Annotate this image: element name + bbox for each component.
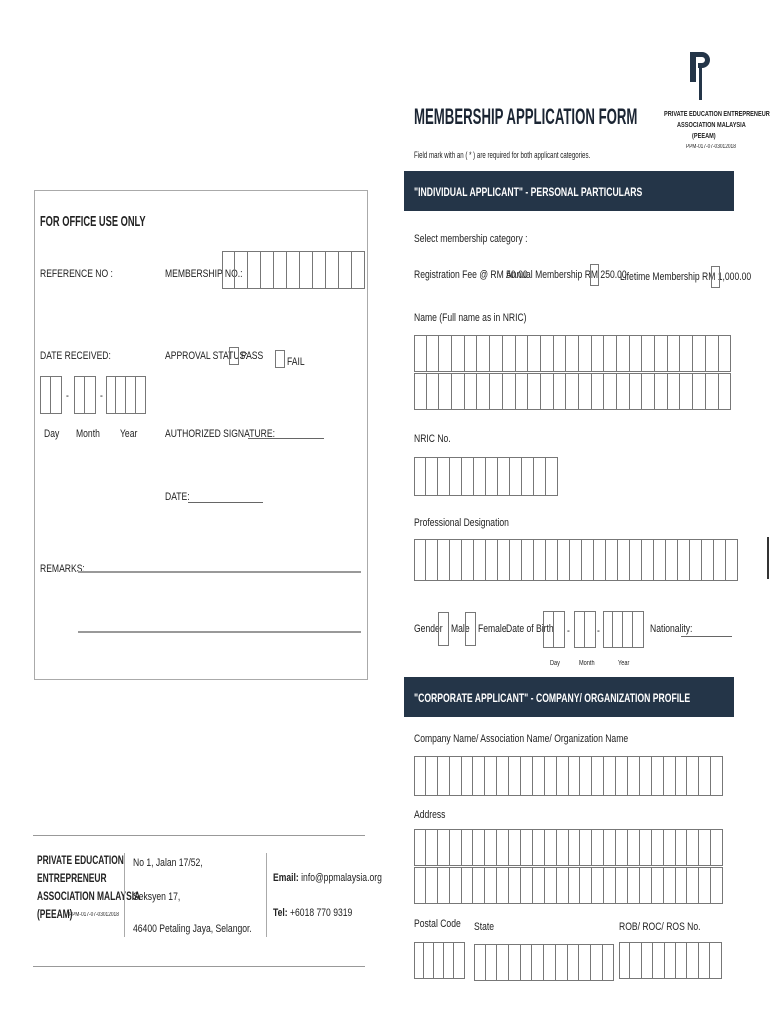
char-box[interactable] bbox=[450, 539, 462, 581]
char-box[interactable] bbox=[569, 867, 581, 904]
char-box[interactable] bbox=[726, 539, 738, 581]
char-box[interactable] bbox=[687, 829, 699, 866]
char-box[interactable] bbox=[642, 335, 655, 372]
char-box[interactable] bbox=[676, 867, 688, 904]
char-box[interactable] bbox=[546, 539, 558, 581]
char-box[interactable] bbox=[474, 457, 486, 496]
char-box[interactable] bbox=[652, 829, 664, 866]
char-box[interactable] bbox=[462, 539, 474, 581]
char-box[interactable] bbox=[528, 373, 541, 410]
dob-year-field[interactable] bbox=[603, 611, 644, 648]
postal-code-label: Postal Code bbox=[414, 918, 461, 930]
char-box[interactable] bbox=[557, 867, 569, 904]
char-box[interactable] bbox=[426, 867, 438, 904]
char-box[interactable] bbox=[497, 944, 509, 981]
date-label: DATE: bbox=[165, 491, 190, 503]
char-box[interactable] bbox=[592, 335, 605, 372]
char-box[interactable] bbox=[414, 829, 426, 866]
char-box[interactable] bbox=[534, 457, 546, 496]
received-month-label: Month bbox=[76, 428, 100, 440]
char-box[interactable] bbox=[516, 335, 529, 372]
state-label: State bbox=[474, 921, 495, 933]
gender-label: Gender bbox=[414, 623, 443, 635]
char-box[interactable] bbox=[541, 373, 554, 410]
char-box[interactable] bbox=[580, 756, 592, 796]
char-box[interactable] bbox=[438, 756, 450, 796]
char-box[interactable] bbox=[579, 373, 592, 410]
char-box[interactable] bbox=[699, 829, 711, 866]
signature-label: AUTHORIZED SIGNATURE: bbox=[165, 428, 275, 440]
remarks-label: REMARKS: bbox=[40, 563, 85, 575]
char-box[interactable] bbox=[528, 335, 541, 372]
rob-field[interactable] bbox=[619, 942, 722, 979]
female-checkbox[interactable] bbox=[465, 612, 476, 646]
required-note: Field mark with an ( * ) are required for both applicant categories. bbox=[414, 150, 591, 160]
char-box[interactable] bbox=[655, 335, 668, 372]
dob-month-label: Month bbox=[579, 660, 595, 667]
remarks-line-2[interactable] bbox=[78, 631, 361, 633]
char-box[interactable] bbox=[503, 335, 516, 372]
char-box[interactable] bbox=[554, 373, 567, 410]
annual-membership-checkbox[interactable] bbox=[590, 264, 599, 286]
received-year-label: Year bbox=[120, 428, 138, 440]
char-box[interactable] bbox=[541, 335, 554, 372]
char-box[interactable] bbox=[510, 457, 522, 496]
char-box[interactable] bbox=[438, 457, 450, 496]
char-box[interactable] bbox=[546, 457, 558, 496]
char-box[interactable] bbox=[710, 942, 721, 979]
char-box[interactable] bbox=[711, 829, 723, 866]
char-box[interactable] bbox=[414, 867, 426, 904]
char-box[interactable] bbox=[497, 829, 509, 866]
char-box[interactable] bbox=[414, 539, 426, 581]
char-box[interactable] bbox=[680, 335, 693, 372]
footer-org-line4: (PEEAM) bbox=[37, 907, 73, 921]
char-box[interactable] bbox=[556, 944, 568, 981]
postal-code-field[interactable] bbox=[414, 942, 465, 979]
char-box[interactable] bbox=[687, 756, 699, 796]
footer-tel[interactable]: +6018 770 9319 bbox=[290, 907, 353, 919]
char-box[interactable] bbox=[604, 335, 617, 372]
received-year-field[interactable] bbox=[106, 376, 146, 414]
received-day-label: Day bbox=[44, 428, 60, 440]
char-box[interactable] bbox=[473, 829, 485, 866]
footer-email[interactable]: info@ppmalaysia.org bbox=[301, 872, 382, 884]
char-box[interactable] bbox=[630, 539, 642, 581]
dob-day-label: Day bbox=[550, 660, 560, 667]
char-box[interactable] bbox=[640, 756, 652, 796]
char-box[interactable] bbox=[545, 829, 557, 866]
char-box[interactable] bbox=[693, 335, 706, 372]
fail-label: FAIL bbox=[287, 356, 305, 368]
nationality-line[interactable] bbox=[681, 636, 732, 637]
char-box[interactable] bbox=[438, 867, 450, 904]
char-box[interactable] bbox=[579, 335, 592, 372]
char-box[interactable] bbox=[618, 539, 630, 581]
char-box[interactable] bbox=[666, 539, 678, 581]
char-box[interactable] bbox=[642, 373, 655, 410]
footer-email-row bbox=[273, 872, 382, 884]
remarks-line-1[interactable] bbox=[78, 571, 361, 573]
char-box[interactable] bbox=[678, 539, 690, 581]
dob-label: Date of Birth bbox=[506, 623, 554, 635]
char-box[interactable] bbox=[414, 335, 427, 372]
char-box[interactable] bbox=[486, 944, 498, 981]
char-box[interactable] bbox=[630, 373, 643, 410]
dob-month-field[interactable] bbox=[574, 611, 596, 648]
fail-checkbox[interactable] bbox=[275, 350, 285, 368]
female-label: Female bbox=[478, 623, 507, 635]
char-box[interactable] bbox=[427, 335, 440, 372]
char-box[interactable] bbox=[510, 539, 522, 581]
char-box[interactable] bbox=[676, 829, 688, 866]
name-field-row-1[interactable] bbox=[414, 335, 731, 372]
char-box[interactable] bbox=[706, 373, 719, 410]
char-box[interactable] bbox=[719, 373, 732, 410]
char-box[interactable] bbox=[516, 373, 529, 410]
char-box[interactable] bbox=[630, 942, 641, 979]
char-box[interactable] bbox=[503, 373, 516, 410]
char-box[interactable] bbox=[604, 829, 616, 866]
char-box[interactable] bbox=[693, 373, 706, 410]
footer-divider-2 bbox=[266, 853, 267, 937]
char-box[interactable] bbox=[534, 539, 546, 581]
char-box[interactable] bbox=[554, 335, 567, 372]
char-box[interactable] bbox=[521, 944, 533, 981]
char-box[interactable] bbox=[486, 457, 498, 496]
footer-tel-label: Tel: bbox=[273, 907, 288, 919]
approval-label: APPROVAL STATUS: bbox=[165, 350, 248, 362]
char-box[interactable] bbox=[522, 539, 534, 581]
char-box[interactable] bbox=[490, 335, 503, 372]
char-box[interactable] bbox=[452, 335, 465, 372]
address-field-row-1[interactable] bbox=[414, 829, 723, 866]
dob-dash-2: - bbox=[597, 625, 600, 637]
char-box[interactable] bbox=[592, 829, 604, 866]
char-box[interactable] bbox=[619, 942, 630, 979]
char-box[interactable] bbox=[438, 829, 450, 866]
name-field-row-2[interactable] bbox=[414, 373, 731, 410]
reference-label: REFERENCE NO : bbox=[40, 268, 113, 280]
annual-membership-label: Annual Membership RM 250.00 bbox=[506, 269, 627, 281]
char-box[interactable] bbox=[591, 944, 603, 981]
char-box[interactable] bbox=[592, 373, 605, 410]
org-reg-no: PPM-017-07-03012018 bbox=[686, 144, 736, 150]
char-box[interactable] bbox=[642, 539, 654, 581]
male-label: Male bbox=[451, 623, 470, 635]
char-box[interactable] bbox=[439, 373, 452, 410]
char-box[interactable] bbox=[687, 942, 698, 979]
char-box[interactable] bbox=[719, 335, 732, 372]
char-box[interactable] bbox=[665, 942, 676, 979]
char-box[interactable] bbox=[485, 867, 497, 904]
char-box[interactable] bbox=[616, 756, 628, 796]
footer-email-label: Email: bbox=[273, 872, 299, 884]
char-box[interactable] bbox=[676, 942, 687, 979]
char-box[interactable] bbox=[474, 944, 486, 981]
char-box[interactable] bbox=[566, 373, 579, 410]
char-box[interactable] bbox=[592, 867, 604, 904]
char-box[interactable] bbox=[699, 756, 711, 796]
char-box[interactable] bbox=[521, 829, 533, 866]
male-checkbox[interactable] bbox=[438, 612, 449, 646]
footer-addr-line2: Seksyen 17, bbox=[133, 891, 181, 903]
signature-line[interactable] bbox=[248, 438, 324, 439]
char-box[interactable] bbox=[603, 944, 615, 981]
char-box[interactable] bbox=[465, 373, 478, 410]
char-box[interactable] bbox=[616, 829, 628, 866]
address-field-row-2[interactable] bbox=[414, 867, 723, 904]
char-box[interactable] bbox=[533, 756, 545, 796]
char-box[interactable] bbox=[509, 756, 521, 796]
char-box[interactable] bbox=[642, 942, 653, 979]
char-box[interactable] bbox=[630, 335, 643, 372]
char-box[interactable] bbox=[652, 867, 664, 904]
char-box[interactable] bbox=[558, 539, 570, 581]
char-box[interactable] bbox=[569, 756, 581, 796]
char-box[interactable] bbox=[485, 756, 497, 796]
char-box[interactable] bbox=[570, 539, 582, 581]
char-box[interactable] bbox=[640, 867, 652, 904]
rob-label: ROB/ ROC/ ROS No. bbox=[619, 921, 701, 933]
nationality-label: Nationality: bbox=[650, 623, 693, 635]
char-box[interactable] bbox=[439, 335, 452, 372]
char-box[interactable] bbox=[474, 539, 486, 581]
char-box[interactable] bbox=[533, 829, 545, 866]
date-received-label: DATE RECEIVED: bbox=[40, 350, 111, 362]
char-box[interactable] bbox=[617, 335, 630, 372]
char-box[interactable] bbox=[450, 829, 462, 866]
char-box[interactable] bbox=[477, 335, 490, 372]
char-box[interactable] bbox=[473, 756, 485, 796]
date-line[interactable] bbox=[188, 502, 263, 503]
select-category-label: Select membership category : bbox=[414, 233, 528, 245]
footer-addr-line3: 46400 Petaling Jaya, Selangor. bbox=[133, 923, 252, 935]
char-box[interactable] bbox=[473, 867, 485, 904]
char-box[interactable] bbox=[676, 756, 688, 796]
char-box[interactable] bbox=[569, 829, 581, 866]
char-box[interactable] bbox=[687, 867, 699, 904]
nric-label: NRIC No. bbox=[414, 433, 451, 445]
footer-org-line3: ASSOCIATION MALAYSIA bbox=[37, 889, 141, 903]
footer-addr-line1: No 1, Jalan 17/52, bbox=[133, 857, 203, 869]
char-box[interactable] bbox=[706, 335, 719, 372]
char-box[interactable] bbox=[497, 867, 509, 904]
char-box[interactable] bbox=[521, 756, 533, 796]
char-box[interactable] bbox=[580, 867, 592, 904]
char-box[interactable] bbox=[452, 373, 465, 410]
footer-reg-no: PPM-017-07-03012018 bbox=[69, 912, 119, 918]
designation-field[interactable] bbox=[414, 539, 738, 581]
char-box[interactable] bbox=[509, 944, 521, 981]
char-box[interactable] bbox=[533, 867, 545, 904]
char-box[interactable] bbox=[628, 756, 640, 796]
char-box[interactable] bbox=[414, 457, 426, 496]
char-box[interactable] bbox=[465, 335, 478, 372]
char-box[interactable] bbox=[498, 457, 510, 496]
char-box[interactable] bbox=[566, 335, 579, 372]
office-title: FOR OFFICE USE ONLY bbox=[40, 213, 146, 230]
corporate-banner bbox=[404, 677, 734, 717]
char-box[interactable] bbox=[545, 756, 557, 796]
pass-label: PASS bbox=[241, 350, 264, 362]
footer-top-rule bbox=[33, 835, 365, 836]
company-label: Company Name/ Association Name/ Organization Name bbox=[414, 733, 629, 745]
char-box[interactable] bbox=[426, 457, 438, 496]
char-box[interactable] bbox=[427, 373, 440, 410]
char-box[interactable] bbox=[680, 373, 693, 410]
designation-label: Professional Designation bbox=[414, 517, 509, 529]
received-month-field[interactable] bbox=[74, 376, 96, 414]
footer-divider-1 bbox=[124, 853, 125, 937]
char-box[interactable] bbox=[664, 829, 676, 866]
char-box[interactable] bbox=[544, 944, 556, 981]
char-box[interactable] bbox=[557, 756, 569, 796]
char-box[interactable] bbox=[628, 867, 640, 904]
dob-day-field[interactable] bbox=[543, 611, 565, 648]
char-box[interactable] bbox=[509, 867, 521, 904]
char-box[interactable] bbox=[462, 756, 474, 796]
footer-org-line2: ENTREPRENEUR bbox=[37, 871, 107, 885]
char-box[interactable] bbox=[606, 539, 618, 581]
char-box[interactable] bbox=[580, 829, 592, 866]
org-name-line1: PRIVATE EDUCATION ENTREPRENEUR bbox=[664, 111, 770, 118]
char-box[interactable] bbox=[592, 756, 604, 796]
individual-banner bbox=[404, 171, 734, 211]
char-box[interactable] bbox=[497, 756, 509, 796]
char-box[interactable] bbox=[617, 373, 630, 410]
char-box[interactable] bbox=[668, 335, 681, 372]
char-box[interactable] bbox=[699, 867, 711, 904]
char-box[interactable] bbox=[521, 867, 533, 904]
char-box[interactable] bbox=[450, 756, 462, 796]
char-box[interactable] bbox=[699, 942, 710, 979]
char-box[interactable] bbox=[532, 944, 544, 981]
char-box[interactable] bbox=[462, 457, 474, 496]
dob-year-label: Year bbox=[618, 660, 630, 667]
char-box[interactable] bbox=[462, 867, 474, 904]
char-box[interactable] bbox=[426, 829, 438, 866]
char-box[interactable] bbox=[655, 373, 668, 410]
char-box[interactable] bbox=[640, 829, 652, 866]
char-box[interactable] bbox=[486, 539, 498, 581]
address-label: Address bbox=[414, 809, 446, 821]
lifetime-membership-label: Lifetime Membership RM 1,000.00 bbox=[620, 271, 752, 283]
company-field[interactable] bbox=[414, 756, 723, 796]
char-box[interactable] bbox=[653, 942, 664, 979]
char-box[interactable] bbox=[711, 756, 723, 796]
char-box[interactable] bbox=[604, 756, 616, 796]
char-box[interactable] bbox=[604, 373, 617, 410]
char-box[interactable] bbox=[664, 867, 676, 904]
char-box[interactable] bbox=[498, 539, 510, 581]
char-box[interactable] bbox=[490, 373, 503, 410]
char-box[interactable] bbox=[477, 373, 490, 410]
membership-no-field[interactable] bbox=[222, 251, 365, 289]
char-box[interactable] bbox=[426, 539, 438, 581]
char-box[interactable] bbox=[545, 867, 557, 904]
state-field[interactable] bbox=[474, 944, 614, 981]
char-box[interactable] bbox=[604, 867, 616, 904]
char-box[interactable] bbox=[462, 829, 474, 866]
name-label: Name (Full name as in NRIC) bbox=[414, 312, 527, 324]
received-day-field[interactable] bbox=[40, 376, 62, 414]
corporate-banner-text: "CORPORATE APPLICANT" - COMPANY/ ORGANIZATION PROFILE bbox=[414, 691, 691, 705]
char-box[interactable] bbox=[714, 539, 726, 581]
char-box[interactable] bbox=[522, 457, 534, 496]
reg-fee-label: Registration Fee @ RM 50.00 bbox=[414, 269, 528, 281]
char-box[interactable] bbox=[485, 829, 497, 866]
char-box[interactable] bbox=[582, 539, 594, 581]
char-box[interactable] bbox=[616, 867, 628, 904]
char-box[interactable] bbox=[690, 539, 702, 581]
char-box[interactable] bbox=[594, 539, 606, 581]
char-box[interactable] bbox=[414, 756, 426, 796]
footer-org-line1: PRIVATE EDUCATION bbox=[37, 853, 124, 867]
char-box[interactable] bbox=[426, 756, 438, 796]
pass-checkbox[interactable] bbox=[229, 347, 239, 365]
individual-banner-text: "INDIVIDUAL APPLICANT" - PERSONAL PARTICULARS bbox=[414, 185, 643, 199]
char-box[interactable] bbox=[509, 829, 521, 866]
org-short: (PEEAM) bbox=[692, 133, 716, 140]
dob-dash-1: - bbox=[567, 625, 570, 637]
peeam-logo bbox=[690, 52, 710, 100]
char-box[interactable] bbox=[652, 756, 664, 796]
char-box[interactable] bbox=[450, 457, 462, 496]
char-box[interactable] bbox=[438, 539, 450, 581]
footer-bottom-rule bbox=[33, 966, 365, 967]
form-title: MEMBERSHIP APPLICATION FORM bbox=[414, 104, 638, 129]
footer-tel-row bbox=[273, 907, 352, 919]
char-box[interactable] bbox=[414, 373, 427, 410]
nric-field[interactable] bbox=[414, 457, 558, 496]
membership-label: MEMBERSHIP NO.: bbox=[165, 268, 243, 280]
char-box[interactable] bbox=[711, 867, 723, 904]
char-box[interactable] bbox=[579, 944, 591, 981]
char-box[interactable] bbox=[568, 944, 580, 981]
char-box[interactable] bbox=[668, 373, 681, 410]
char-box[interactable] bbox=[664, 756, 676, 796]
char-box[interactable] bbox=[654, 539, 666, 581]
char-box[interactable] bbox=[628, 829, 640, 866]
lifetime-membership-checkbox[interactable] bbox=[711, 266, 720, 288]
char-box[interactable] bbox=[557, 829, 569, 866]
received-dash-2: - bbox=[100, 390, 103, 402]
char-box[interactable] bbox=[450, 867, 462, 904]
char-box[interactable] bbox=[702, 539, 714, 581]
received-dash-1: - bbox=[66, 390, 69, 402]
org-name-line2: ASSOCIATION MALAYSIA bbox=[677, 122, 746, 129]
